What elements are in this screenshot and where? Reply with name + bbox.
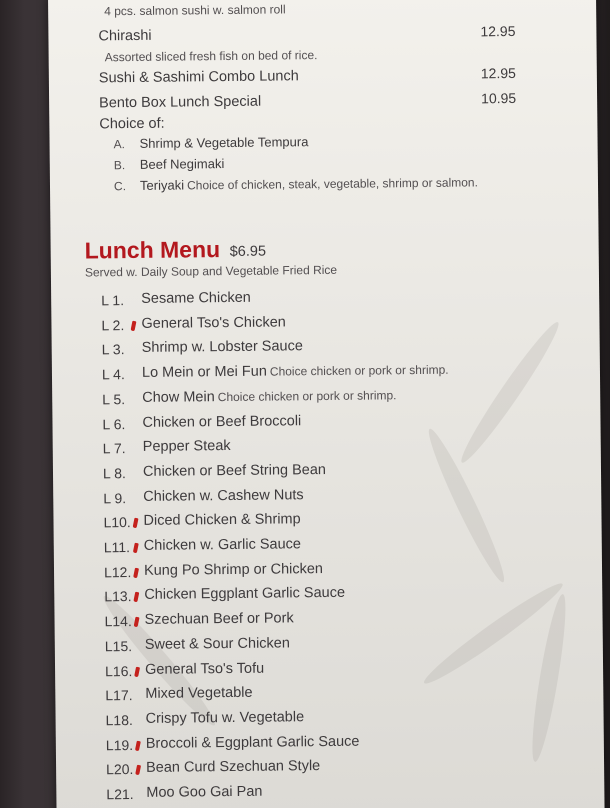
menu-item-name: Chicken Eggplant Garlic Sauce (144, 585, 346, 604)
menu-item-name: Szechuan Beef or Pork (144, 610, 294, 628)
bento-price: 10.95 (481, 89, 517, 107)
lunch-menu-price: $6.95 (229, 243, 267, 260)
menu-item-number: L 9. (103, 489, 127, 506)
menu-item-name: Kung Po Shrimp or Chicken (143, 560, 324, 579)
menu-item-name: Mixed Vegetable (145, 684, 253, 703)
menu-item-number: L19. (105, 736, 134, 753)
chili-pepper-icon (133, 592, 139, 603)
menu-item-number: L13. (104, 588, 132, 605)
menu-item-name: Chicken or Beef Broccoli (142, 412, 302, 431)
menu-item-number: L 2. (101, 316, 125, 334)
chili-pepper-icon (134, 666, 140, 677)
bento-option-letter: B. (113, 158, 126, 173)
chirashi-name: Chirashi (98, 27, 152, 45)
bento-option-letter: C. (113, 179, 127, 194)
chili-pepper-icon (135, 765, 141, 776)
menu-item-name: Crispy Tofu w. Vegetable (145, 709, 305, 727)
combo-name: Sushi & Sashimi Combo Lunch (98, 68, 299, 87)
menu-item-number: L 1. (101, 292, 125, 309)
menu-item-name: Pepper Steak (142, 438, 231, 456)
menu-item-number: L20. (106, 761, 134, 778)
menu-item-name: Chicken w. Garlic Sauce (143, 536, 302, 554)
menu-item-number: L 6. (102, 415, 126, 432)
menu-item-number: L16. (104, 662, 133, 679)
menu-item-number: L 4. (101, 366, 125, 383)
chirashi-price: 12.95 (480, 22, 516, 40)
bento-option-letter: A. (113, 137, 125, 152)
bamboo-leaf-watermark (526, 593, 572, 764)
menu-item-number: L11. (103, 539, 131, 556)
menu-item-number: L21. (106, 786, 134, 803)
menu-item-number: L 5. (102, 390, 126, 408)
chili-pepper-icon (133, 567, 139, 578)
lunch-menu-subtitle: Served w. Daily Soup and Vegetable Fried Rice (84, 262, 338, 280)
menu-item-number: L 3. (101, 341, 125, 358)
menu-item-name: Chow Mein Choice chicken or pork or shrimp. (142, 388, 397, 406)
menu-page (48, 0, 605, 808)
bento-choice-label: Choice of: (99, 115, 165, 133)
menu-item-name: Chicken or Beef String Bean (142, 461, 327, 480)
chili-pepper-icon (131, 320, 137, 331)
bento-option-note: Choice of chicken, steak, vegetable, shrimp or salmon. (187, 175, 478, 193)
bento-option-text: Beef Negimaki (139, 156, 225, 172)
menu-item-number: L 7. (102, 440, 126, 457)
menu-item-note: Choice chicken or pork or shrimp. (269, 362, 449, 379)
menu-item-name: Shrimp w. Lobster Sauce (141, 338, 303, 357)
chili-pepper-icon (135, 740, 141, 751)
menu-item-number: L10. (103, 514, 131, 531)
combo-price: 12.95 (480, 64, 516, 82)
menu-item-number: L14. (104, 613, 132, 630)
chili-pepper-icon (133, 518, 139, 529)
menu-item-number: L 8. (102, 464, 126, 482)
menu-item-number: L15. (104, 637, 133, 655)
menu-item-number: L17. (105, 687, 133, 704)
menu-item-name: Chicken w. Cashew Nuts (143, 486, 304, 505)
menu-item-name: Bean Curd Szechuan Style (146, 758, 321, 777)
bamboo-leaf-watermark (454, 317, 565, 467)
menu-item-name: Moo Goo Gai Pan (146, 783, 263, 801)
menu-item-name: Broccoli & Eggplant Garlic Sauce (145, 733, 360, 752)
chili-pepper-icon (133, 543, 139, 554)
menu-item-note: Choice chicken or pork or shrimp. (217, 388, 397, 404)
bento-name: Bento Box Lunch Special (99, 93, 262, 112)
menu-item-name: General Tso's Chicken (141, 314, 286, 332)
menu-item-name: General Tso's Tofu (144, 660, 265, 678)
bento-option-text: Teriyaki Choice of chicken, steak, vegetable, shrimp or salmon. (139, 175, 478, 193)
menu-item-number: L18. (105, 711, 133, 729)
salmon-roll-note: 4 pcs. salmon sushi w. salmon roll (104, 2, 286, 19)
chirashi-note: Assorted sliced fresh fish on bed of rice. (104, 48, 318, 65)
menu-item-number: L12. (103, 563, 132, 581)
lunch-menu-title: Lunch Menu (84, 236, 221, 264)
menu-item-name: Diced Chicken & Shrimp (143, 511, 301, 530)
menu-item-name: Sweet & Sour Chicken (144, 635, 290, 653)
menu-item-name: Sesame Chicken (141, 289, 251, 307)
menu-item-name: Lo Mein or Mei Fun Choice chicken or pork or shrimp. (141, 362, 449, 381)
bento-option-text: Shrimp & Vegetable Tempura (139, 134, 309, 151)
